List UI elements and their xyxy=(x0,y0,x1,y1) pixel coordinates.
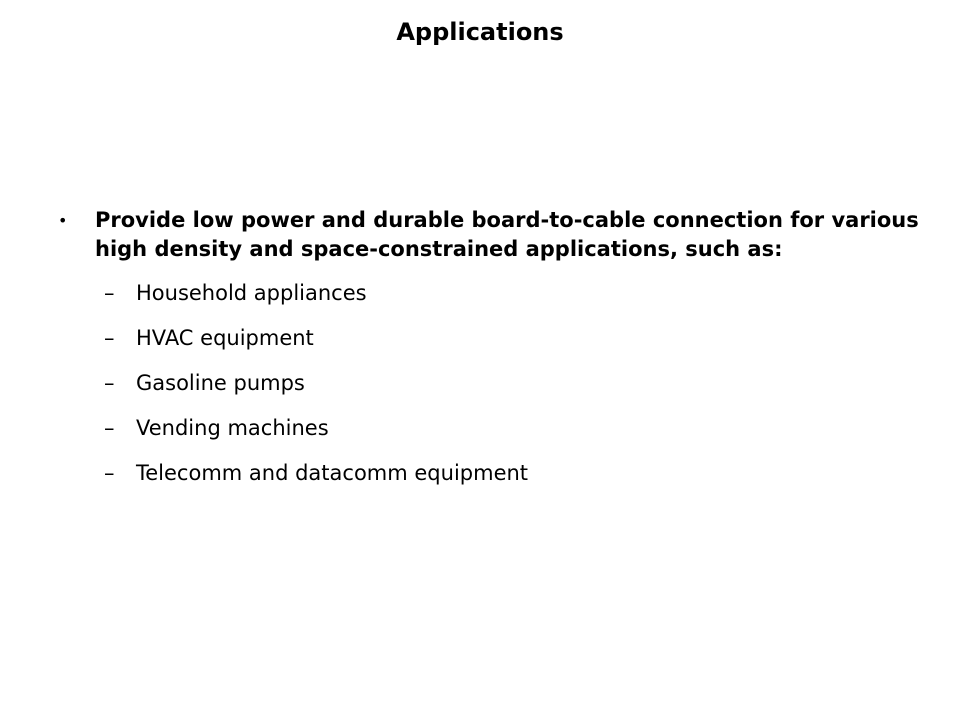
sub-bullet-item xyxy=(58,413,928,443)
dash-icon: – xyxy=(104,371,115,395)
sub-bullet-text: Vending machines xyxy=(136,416,329,440)
sub-bullet-list xyxy=(58,278,928,488)
sub-bullet-item xyxy=(58,368,928,398)
sub-bullet-text: Household appliances xyxy=(136,281,367,305)
bullet-dot-icon: • xyxy=(58,211,68,230)
sub-bullet-text: Telecomm and datacomm equipment xyxy=(136,461,529,485)
dash-icon: – xyxy=(104,416,115,440)
dash-icon: – xyxy=(104,326,115,350)
dash-icon: – xyxy=(104,461,115,485)
dash-icon: – xyxy=(104,281,115,305)
sub-bullet-item xyxy=(58,278,928,308)
slide-content xyxy=(58,206,928,503)
sub-bullet-text: HVAC equipment xyxy=(136,326,314,350)
sub-bullet-text: Gasoline pumps xyxy=(136,371,305,395)
slide-title: Applications xyxy=(396,18,564,46)
sub-bullet-item xyxy=(58,323,928,353)
main-bullet xyxy=(58,206,928,264)
main-bullet-text: Provide low power and durable board-to-cable connection for various high density and space-constrained applications, such as: xyxy=(95,208,919,261)
sub-bullet-item xyxy=(58,458,928,488)
